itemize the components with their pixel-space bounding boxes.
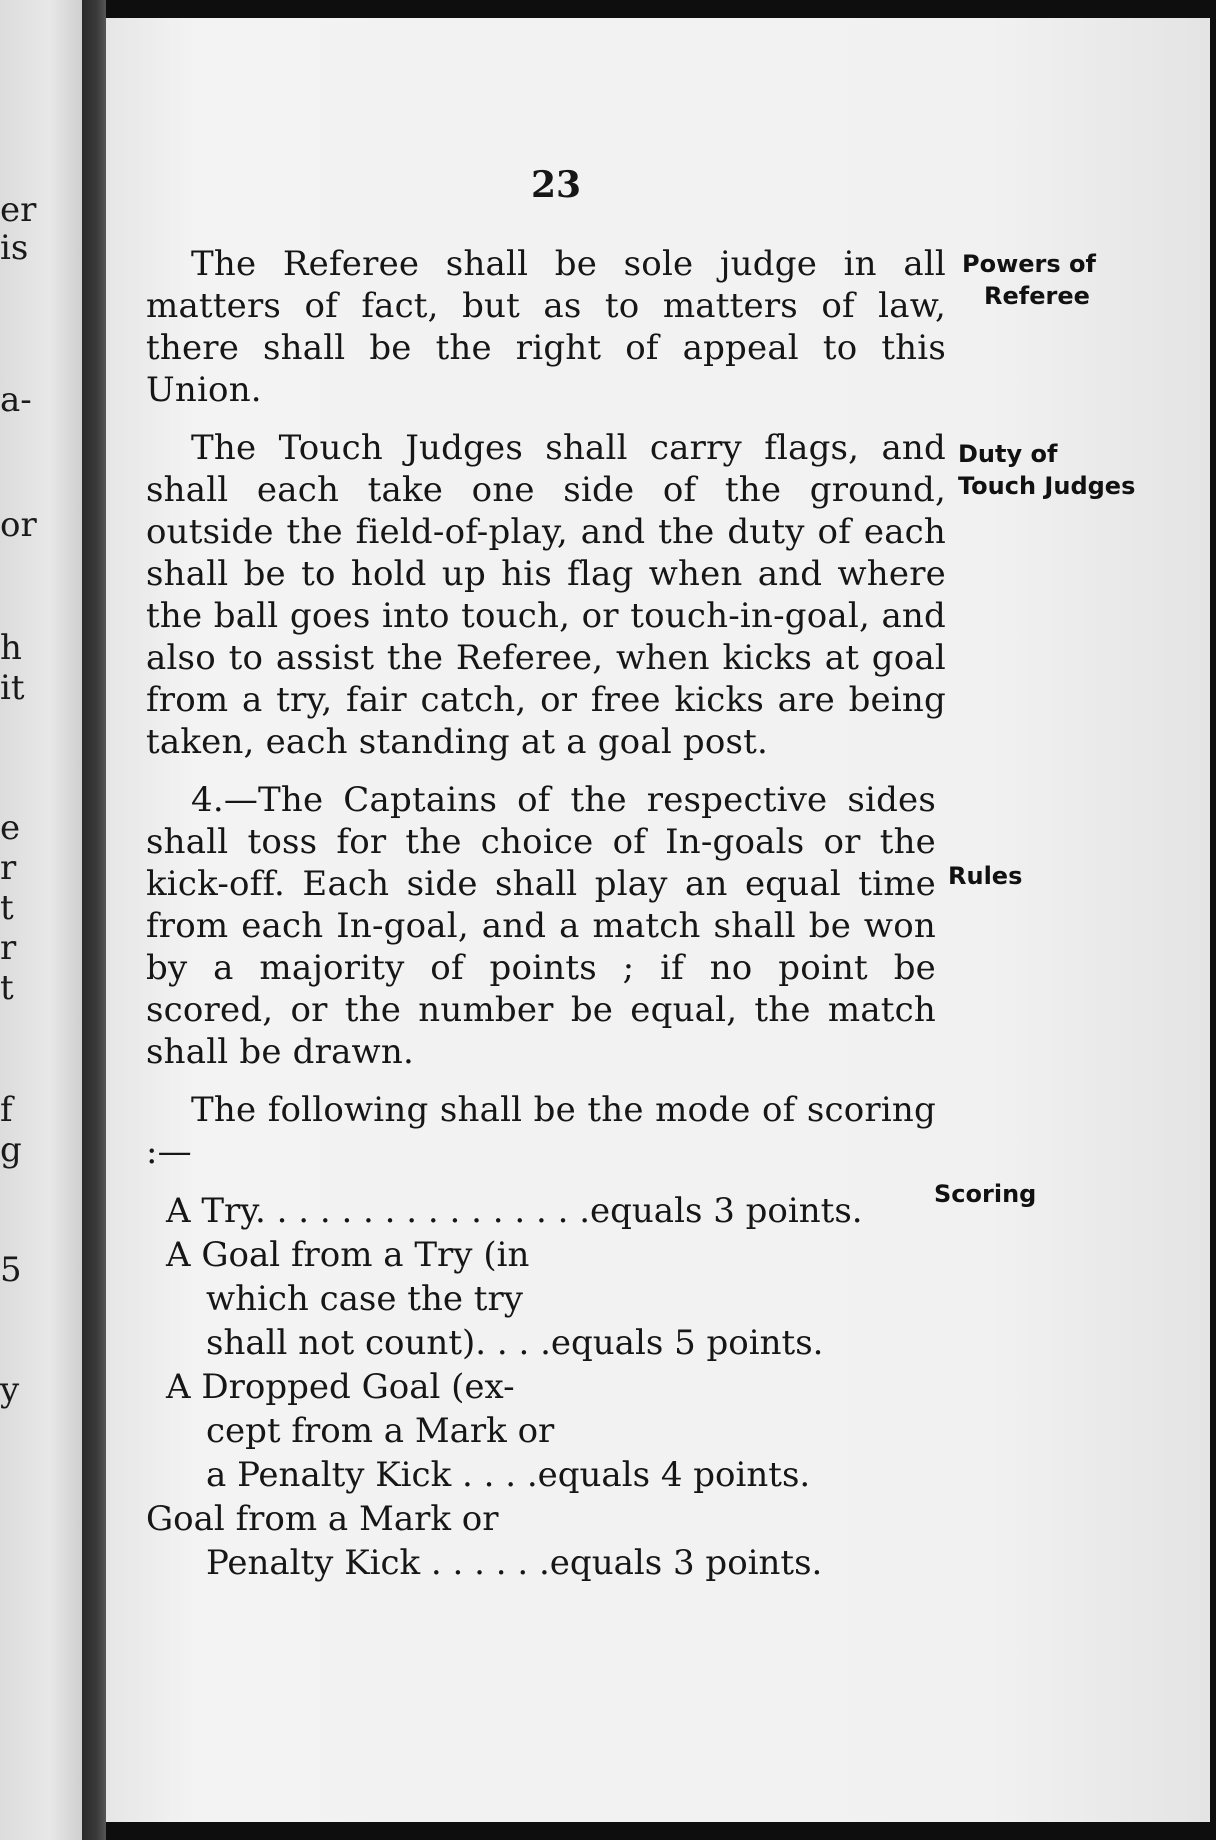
left-fragment: or	[0, 505, 37, 545]
left-fragment: is	[0, 228, 29, 268]
scoring-line: A Try. . . . . . . . . . . . . . . .equals 3 points.	[166, 1191, 863, 1231]
left-fragment: y	[0, 1370, 20, 1410]
scoring-line: Penalty Kick . . . . . .equals 3 points.	[206, 1543, 823, 1583]
left-fragment: 5	[0, 1250, 22, 1290]
paragraph-touch-judges: The Touch Judges shall carry flags, and shall each take one side of the ground, outside the field-of-play, and the duty of each shall be to hold up his flag when and where the ball goes into touch, or touch-in-goal, and also to assist the Referee, when kicks at goal from a try, fair catch, or free kicks are being taken, each standing at a goal post.	[146, 428, 946, 762]
page-number: 23	[531, 164, 582, 206]
left-fragment: a-	[0, 380, 32, 420]
scoring-line: cept from a Mark or	[206, 1411, 555, 1451]
scoring-line: a Penalty Kick . . . .equals 4 points.	[206, 1455, 811, 1495]
scoring-list	[146, 1189, 946, 1585]
scoring-line: shall not count). . . .equals 5 points.	[206, 1323, 824, 1363]
page-body	[146, 243, 946, 1585]
margin-note-rules: Rules	[948, 862, 1023, 890]
book-gutter	[82, 0, 106, 1840]
scoring-line: Goal from a Mark or	[146, 1499, 499, 1539]
left-page-edge	[0, 0, 82, 1840]
book-page	[106, 18, 1210, 1822]
scoring-line: A Dropped Goal (ex-	[166, 1367, 515, 1407]
paragraph-scoring-intro: The following shall be the mode of scoring :—	[146, 1090, 936, 1172]
left-fragment: it	[0, 668, 25, 708]
margin-note-line: Touch Judges	[958, 472, 1136, 500]
left-fragment: t	[0, 888, 14, 928]
left-fragment: g	[0, 1130, 22, 1170]
margin-note-line: Referee	[984, 282, 1090, 310]
left-fragment: t	[0, 968, 14, 1008]
margin-note-powers-of-referee	[962, 248, 1096, 312]
left-fragment: h	[0, 628, 22, 668]
margin-note-line: Duty of	[958, 440, 1058, 468]
paragraph-captains: 4.—The Captains of the respective sides shall toss for the choice of In-goals or the kick-off. Each side shall play an equal time from each In-goal, and a match shall be won by a majority of points ; if no point be scored, or the number be equal, the match shall be drawn.	[146, 780, 936, 1072]
left-fragment: er	[0, 190, 37, 230]
scoring-line: which case the try	[206, 1279, 523, 1319]
left-fragment: f	[0, 1090, 13, 1130]
left-fragment: e	[0, 808, 21, 848]
paragraph-referee: The Referee shall be sole judge in all matters of fact, but as to matters of law, there shall be the right of appeal to this Union.	[146, 244, 946, 410]
scoring-line: A Goal from a Try (in	[166, 1235, 530, 1275]
margin-note-line: Powers of	[962, 250, 1096, 278]
margin-note-duty-of-touch-judges	[958, 438, 1135, 502]
left-fragment: r	[0, 848, 17, 888]
margin-note-scoring: Scoring	[934, 1180, 1037, 1208]
left-fragment: r	[0, 928, 17, 968]
